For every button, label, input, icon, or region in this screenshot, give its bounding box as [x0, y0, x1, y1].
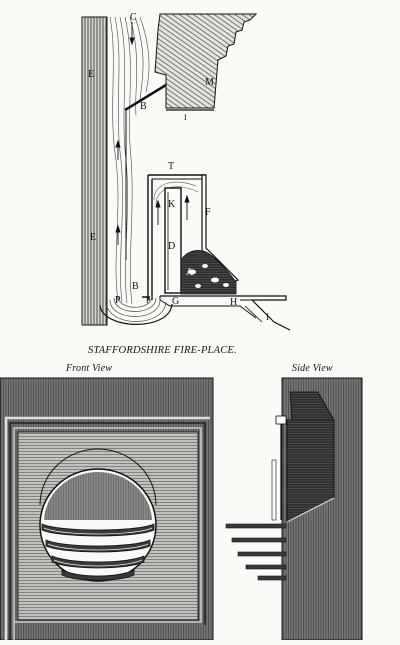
side-view: [226, 378, 362, 640]
label-p-left: P: [115, 295, 121, 306]
left-wall: [82, 17, 107, 325]
label-c: C: [130, 12, 137, 23]
plate-title: STAFFORDSHIRE FIRE-PLACE.: [88, 345, 237, 356]
label-g: G: [172, 296, 180, 307]
label-p-right: P: [146, 296, 151, 305]
label-i-bottom: I: [266, 312, 269, 322]
label-m: M: [205, 77, 214, 88]
label-e-top: E: [88, 69, 95, 80]
front-view-caption: Front View: [66, 363, 113, 374]
label-b-bottom: B: [132, 281, 139, 292]
label-t: T: [168, 161, 175, 172]
label-a: A: [186, 267, 194, 278]
hearth: [160, 296, 290, 330]
label-i-top: I: [184, 113, 187, 122]
side-grate-bars: [226, 524, 286, 580]
label-e-bottom: E: [90, 232, 97, 243]
front-view: [0, 378, 213, 640]
label-k: K: [168, 199, 176, 210]
section-diagram: [82, 14, 290, 330]
flue-current-lines: [110, 17, 149, 304]
label-b-top: B: [140, 101, 147, 112]
label-f: F: [205, 207, 211, 218]
label-h: H: [230, 297, 238, 308]
side-view-caption: Side View: [292, 363, 333, 374]
chimney-masonry: [155, 14, 256, 108]
label-d: D: [168, 241, 176, 252]
